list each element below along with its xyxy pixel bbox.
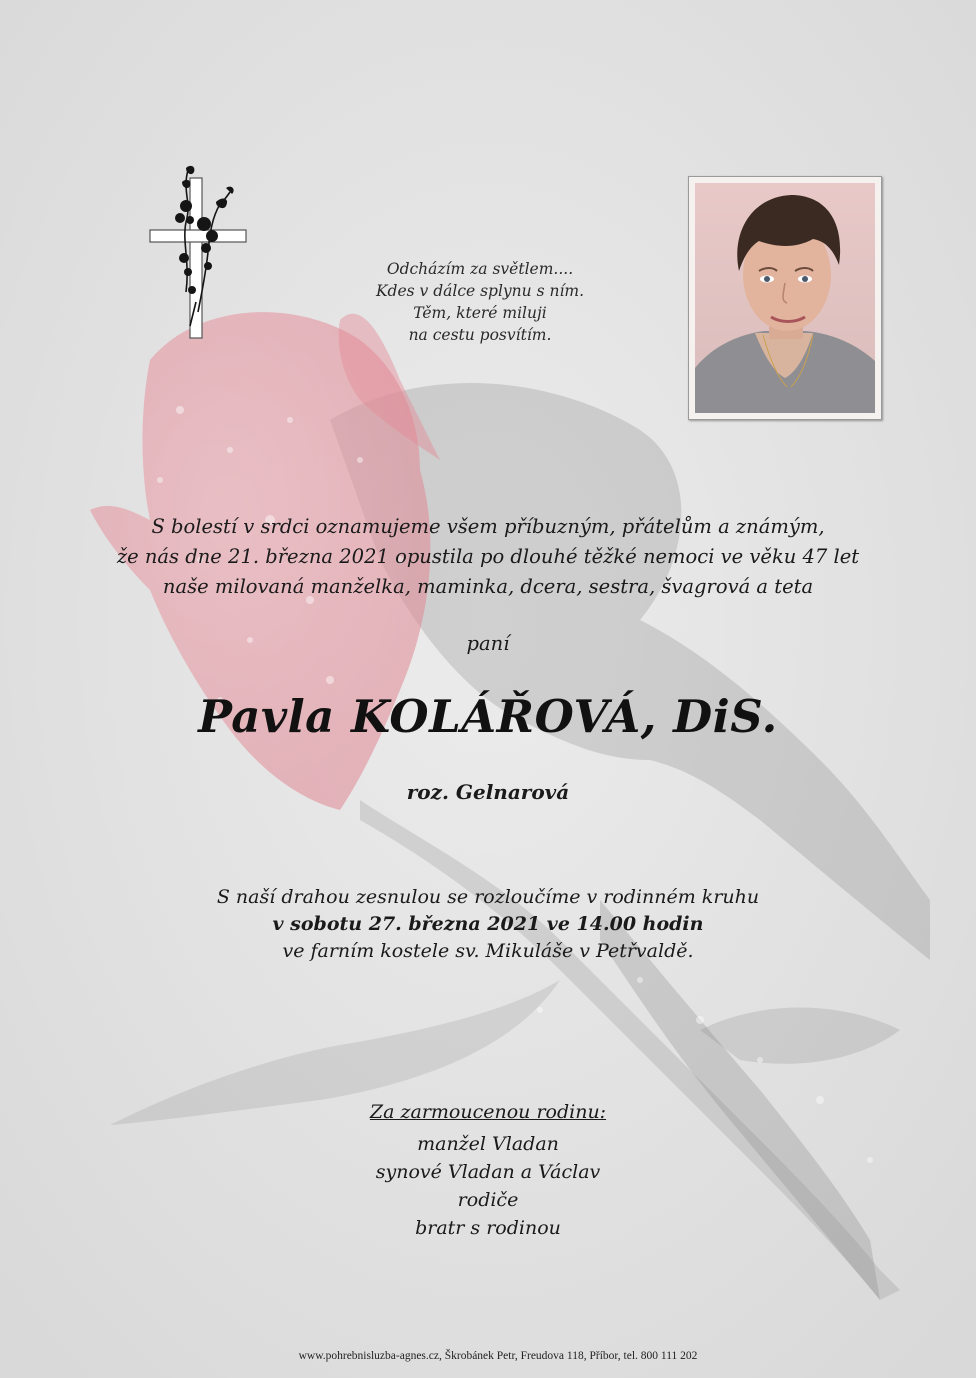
funeral-date: v sobotu 27. března 2021 ve 14.00 hodin	[272, 913, 704, 935]
cross-with-roses-icon	[146, 162, 250, 342]
family-header: Za zarmoucenou rodinu:	[369, 1101, 607, 1123]
funeral-info	[120, 884, 856, 965]
poem-line: Odcházím za světlem....	[386, 260, 574, 278]
poem-line: Kdes v dálce splynu s ním.	[375, 282, 585, 300]
funeral-place: ve farním kostele sv. Mikuláše v Petřvaldě.	[282, 940, 694, 962]
portrait-photo	[688, 176, 882, 420]
family-member: manžel Vladan	[417, 1133, 559, 1155]
honorific: paní	[466, 632, 510, 655]
portrait-image	[695, 183, 875, 413]
family-signature	[280, 1098, 696, 1242]
family-member: bratr s rodinou	[415, 1217, 561, 1239]
deceased-name: Pavla KOLÁŘOVÁ, DiS.	[198, 690, 778, 743]
family-member: synové Vladan a Václav	[375, 1161, 601, 1183]
poem-line: na cestu posvítím.	[408, 326, 552, 344]
poem-line: Těm, které miluji	[413, 304, 547, 322]
poem	[330, 258, 630, 346]
maiden-name: roz. Gelnarová	[406, 780, 570, 804]
announcement-line: že nás dne 21. března 2021 opustila po dlouhé těžké nemoci ve věku 47 let	[116, 545, 860, 568]
family-member: rodiče	[457, 1189, 519, 1211]
announcement	[60, 512, 916, 602]
announcement-line: S bolestí v srdci oznamujeme všem příbuzným, přátelům a známým,	[151, 515, 825, 538]
announcement-line: naše milovaná manželka, maminka, dcera, sestra, švagrová a teta	[162, 575, 814, 598]
funeral-intro: S naší drahou zesnulou se rozloučíme v rodinném kruhu	[216, 886, 760, 908]
footer-funeral-service: www.pohrebnisluzba-agnes.cz, Škrobánek Petr, Freudova 118, Příbor, tel. 800 111 202	[298, 1350, 698, 1362]
